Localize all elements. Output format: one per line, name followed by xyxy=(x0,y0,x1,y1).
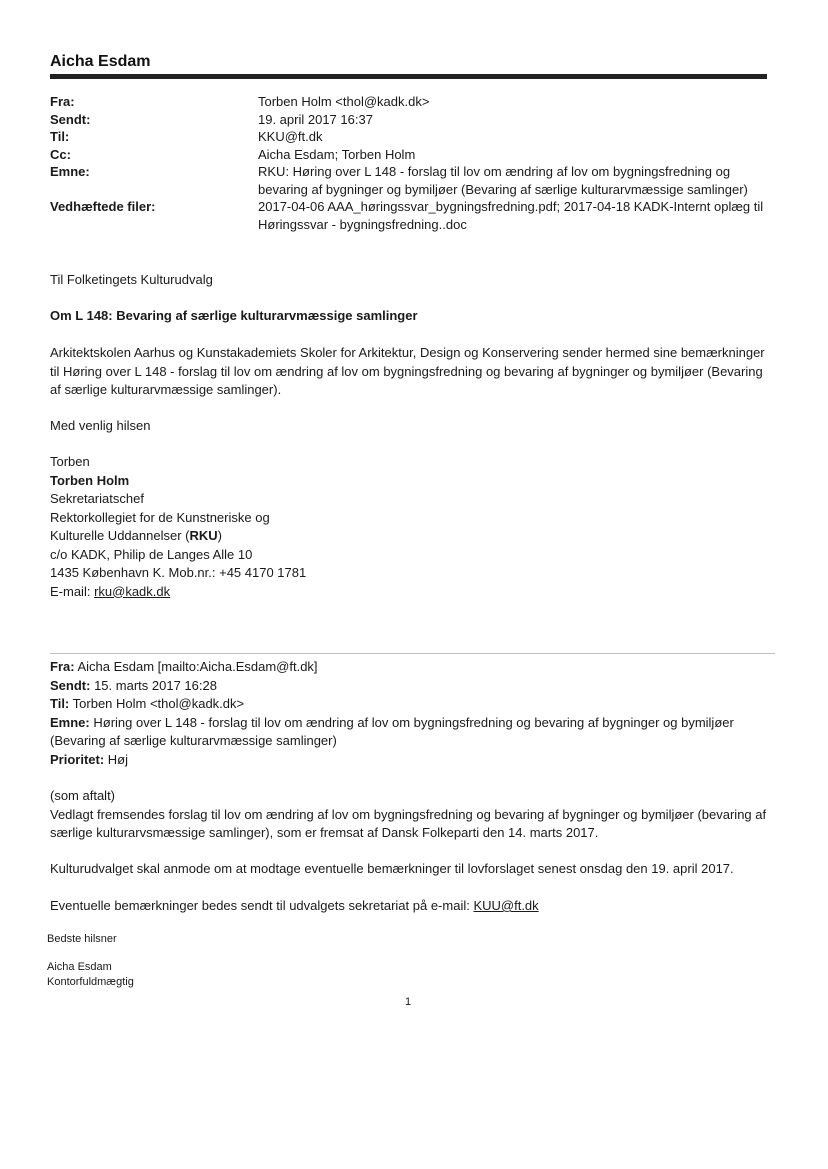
forward-divider xyxy=(50,653,775,654)
signature-first-name: Torben xyxy=(50,454,90,469)
fwd-label: Emne: xyxy=(50,714,90,730)
forwarded-header xyxy=(50,658,780,769)
signature-org-line2 xyxy=(50,527,775,546)
closing-line: Med venlig hilsen xyxy=(50,418,151,433)
header-label: Vedhæftede filer: xyxy=(50,199,156,214)
message-subject: Om L 148: Bevaring af særlige kulturarvmæssige samlinger xyxy=(50,308,418,323)
fwd-paragraph-3-text: Eventuelle bemærkninger bedes sendt til udvalgets sekretariat på e-mail: xyxy=(50,898,474,913)
signature-org-text: Kulturelle Uddannelser ( xyxy=(50,528,190,543)
fwd-label: Fra: xyxy=(50,659,75,674)
fwd-as-agreed: (som aftalt) xyxy=(50,788,116,803)
header-row-cc xyxy=(50,146,770,164)
page-number: 1 xyxy=(405,996,412,1008)
email-header xyxy=(50,93,770,233)
header-row-attachments xyxy=(50,198,770,233)
kuu-email-link[interactable]: KUU@ft.dk xyxy=(473,898,539,913)
fwd-subject-row xyxy=(50,714,780,751)
header-row-subject xyxy=(50,163,770,198)
fwd-value: Aicha Esdam [mailto:Aicha.Esdam@ft.dk] xyxy=(77,659,318,674)
signature-block xyxy=(50,453,775,601)
header-label: Til: xyxy=(50,129,70,144)
header-label: Cc: xyxy=(50,146,71,162)
header-row-from xyxy=(50,93,770,111)
fwd-paragraph-1: Vedlagt fremsendes forslag til lov om ændring af lov om bygningsfredning og bevaring af bygninger og bymiljøer (bevaring af særlige kulturarvsmæssige samlinger), som er fremsat af Dansk Folkeparti den 14. marts 2017. xyxy=(50,806,767,840)
fwd-paragraph-2: Kulturudvalget skal anmode om at modtage eventuelle bemærkninger til lovforslaget senest onsdag den 19. april 2017. xyxy=(50,861,734,876)
fwd-value: Torben Holm <thol@kadk.dk> xyxy=(72,696,245,711)
signature-email-link[interactable]: rku@kadk.dk xyxy=(94,583,171,599)
fwd-label: Prioritet: xyxy=(50,751,105,767)
fwd-value: 15. marts 2017 16:28 xyxy=(94,677,217,693)
fwd-value: Høring over L 148 - forslag til lov om ændring af lov om bygningsfredning og bevaring af bygninger og bymiljøer (Bevaring af særlige kulturarvmæssige samlinger) xyxy=(50,714,734,748)
message-paragraph: Arkitektskolen Aarhus og Kunstakademiets Skoler for Arkitektur, Design og Konservering sender hermed sine bemærkninger til Høring over L 148 - forslag til lov om ændring af lov om bygningsfredning og bevaring af bygninger og bymiljøer (Bevaring af særlige kulturarvmæssige samlinger). xyxy=(50,345,765,397)
fwd-message xyxy=(50,787,780,843)
fwd-to-row xyxy=(50,695,780,714)
fwd-signature-name: Aicha Esdam xyxy=(47,961,112,973)
mailbox-owner-name: Aicha Esdam xyxy=(50,53,151,70)
signature-email-label: E-mail: xyxy=(50,583,95,599)
signature-address: c/o KADK, Philip de Langes Alle 10 xyxy=(50,546,253,562)
fwd-sent-row xyxy=(50,677,780,696)
fwd-priority-row xyxy=(50,751,780,770)
signature-title: Sekretariatschef xyxy=(50,491,144,506)
header-row-to xyxy=(50,128,770,146)
signature-city-phone: 1435 København K. Mob.nr.: +45 4170 1781 xyxy=(50,565,307,580)
header-label: Fra: xyxy=(50,94,75,109)
header-value: 2017-04-06 AAA_høringssvar_bygningsfredning.pdf; 2017-04-18 KADK-Internt oplæg til Høringssvar - bygningsfredning..doc xyxy=(258,199,764,232)
header-value: KKU@ft.dk xyxy=(258,129,323,144)
header-value: RKU: Høring over L 148 - forslag til lov om ændring af lov om bygningsfredning og bevaring af bygninger og bymiljøer (Bevaring af særlige kulturarvmæssige samlinger) xyxy=(258,164,748,197)
header-rule xyxy=(50,74,767,79)
recipient-line: Til Folketingets Kulturudvalg xyxy=(50,272,213,287)
header-label: Emne: xyxy=(50,164,90,179)
signature-email-line xyxy=(50,583,775,602)
signature-org-close: ) xyxy=(217,528,222,543)
signature-name: Torben Holm xyxy=(50,472,130,488)
fwd-paragraph-3 xyxy=(50,897,780,916)
signature-org-abbr: RKU xyxy=(189,528,218,543)
fwd-value: Høj xyxy=(107,751,129,767)
fwd-signature-title: Kontorfuldmægtig xyxy=(47,976,134,988)
fwd-from-row xyxy=(50,658,780,677)
header-label: Sendt: xyxy=(50,111,91,127)
signature-org-line1: Rektorkollegiet for de Kunstneriske og xyxy=(50,509,270,525)
fwd-label: Til: xyxy=(50,696,70,711)
header-value: Aicha Esdam; Torben Holm xyxy=(258,146,416,162)
header-row-sent xyxy=(50,111,770,129)
fwd-regards: Bedste hilsner xyxy=(47,933,117,945)
fwd-label: Sendt: xyxy=(50,677,91,693)
header-value: Torben Holm <thol@kadk.dk> xyxy=(258,94,430,109)
fwd-signature xyxy=(47,960,134,990)
header-value: 19. april 2017 16:37 xyxy=(258,111,373,127)
